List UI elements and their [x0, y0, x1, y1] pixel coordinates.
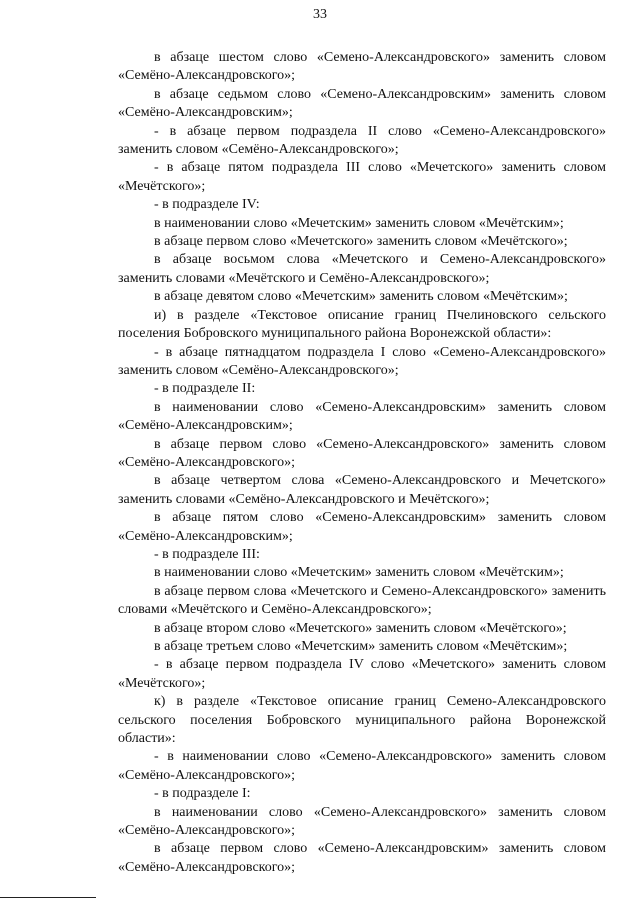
paragraph: в абзаце первом слово «Мечетского» заменить словом «Мечётского»; — [154, 234, 568, 250]
paragraph: в абзаце восьмом слова «Мечетского и Семено-Александровского» заменить словами «Мечётского и Семёно-Александровского»; — [118, 252, 606, 286]
paragraph: - в абзаце пятнадцатом подраздела I слово «Семено-Александровского» заменить словом «Семёно-Александровского»; — [118, 344, 606, 378]
paragraph: - в наименовании слово «Семено-Александровского» заменить словом «Семёно-Александровского»; — [118, 749, 606, 783]
paragraph: - в подразделе II: — [154, 381, 256, 397]
paragraph: и) в разделе «Текстовое описание границ Пчелиновского сельского поселения Бобровского муниципального района Воронежской области»: — [118, 307, 606, 342]
paragraph: - в абзаце пятом подраздела III слово «Мечетского» заменить словом «Мечётского»; — [118, 160, 606, 194]
paragraph: в абзаце первом слова «Мечетского и Семено-Александровского» заменить словами «Мечётского и Семёно-Александровского»; — [118, 583, 606, 618]
paragraph: в абзаце первом слово «Семено-Александровского» заменить словом «Семёно-Александровского»; — [118, 436, 606, 470]
paragraph: - в подразделе III: — [154, 546, 260, 562]
paragraph: в абзаце третьем слово «Мечетским» заменить словом «Мечётским»; — [154, 639, 568, 654]
paragraph: - в подразделе I: — [154, 786, 251, 802]
paragraph: в наименовании слово «Мечетским» заменить словом «Мечётским»; — [154, 565, 564, 581]
footnote-separator-line — [0, 897, 96, 898]
paragraph: в абзаце первом слово «Семено-Александровским» заменить словом «Семёно-Александровского»; — [118, 841, 606, 875]
paragraph: в абзаце втором слово «Мечетского» заменить словом «Мечётского»; — [154, 620, 567, 636]
paragraph: в наименовании слово «Мечетским» заменить словом «Мечётским»; — [154, 215, 564, 231]
paragraph: в абзаце четвертом слова «Семено-Александровского и Мечетского» заменить словами «Семёно-Александровского и Мечётского»; — [118, 473, 606, 507]
paragraph: в абзаце девятом слово «Мечетским» заменить словом «Мечётским»; — [154, 289, 568, 305]
paragraph: к) в разделе «Текстовое описание границ Семено-Александровского сельского поселения Бобровского муниципального района Воронежской области»: — [118, 694, 606, 747]
page-number: 33 — [313, 7, 327, 22]
document-body — [118, 49, 606, 877]
paragraph: в абзаце шестом слово «Семено-Александровского» заменить словом «Семёно-Александровского»; — [118, 50, 606, 84]
paragraph: - в абзаце первом подраздела II слово «Семено-Александровского» заменить словом «Семёно-Александровского»; — [118, 123, 606, 158]
paragraph: - в подразделе IV: — [154, 197, 260, 213]
paragraph: в наименовании слово «Семено-Александровского» заменить словом «Семёно-Александровского»; — [118, 804, 606, 839]
paragraph: в наименовании слово «Семено-Александровским» заменить словом «Семёно-Александровским»; — [118, 399, 606, 434]
paragraph: в абзаце пятом слово «Семено-Александровским» заменить словом «Семёно-Александровским»; — [118, 510, 606, 544]
paragraph: - в абзаце первом подраздела IV слово «Мечетского» заменить словом «Мечётского»; — [118, 657, 606, 691]
paragraph: в абзаце седьмом слово «Семено-Александровским» заменить словом «Семёно-Александровским»; — [118, 86, 606, 121]
